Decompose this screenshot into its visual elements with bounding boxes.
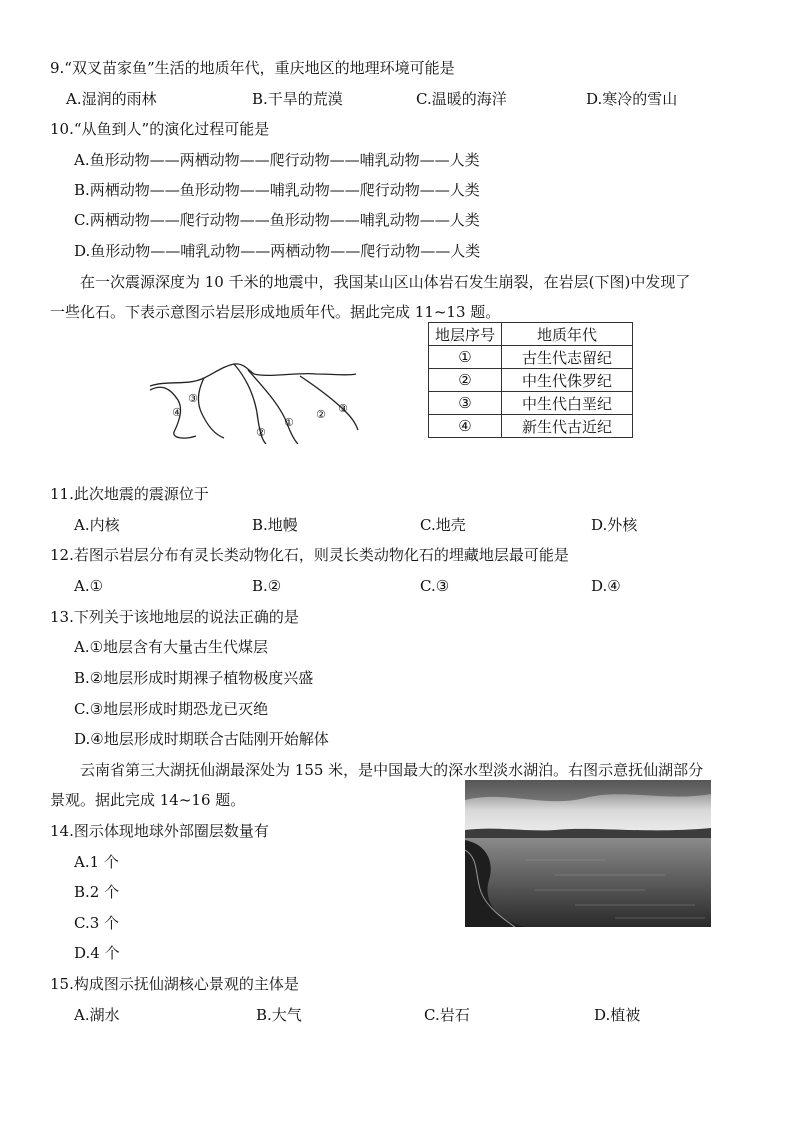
header-geologic-era: 地质年代 (502, 323, 633, 346)
q11-option-d: D.外核 (591, 516, 638, 534)
strata-era-table (428, 322, 633, 438)
figure-label-4: ④ (172, 406, 182, 419)
figure-label-1: ① (284, 416, 294, 429)
intro1-line2: 一些化石。下表示意图示岩层形成地质年代。据此完成 11~13 题。 (50, 303, 501, 321)
intro2-line1: 云南省第三大湖抚仙湖最深处为 155 米，是中国最大的深水型淡水湖泊。右图示意抚仙湖部分 (80, 761, 704, 779)
figure-label-2b: ② (316, 408, 326, 421)
q14-option-c: C.3 个 (74, 914, 120, 932)
q13-option-b: B.②地层形成时期裸子植物极度兴盛 (74, 669, 314, 687)
q13-option-d: D.④地层形成时期联合古陆刚开始解体 (74, 730, 329, 748)
table-row (429, 392, 633, 415)
q11-stem: 11.此次地震的震源位于 (50, 485, 209, 503)
stratum-era: 古生代志留纪 (502, 346, 633, 369)
q10-option-c: C.两栖动物——爬行动物——鱼形动物——哺乳动物——人类 (74, 211, 480, 229)
q15-option-a: A.湖水 (74, 1006, 120, 1024)
fuxian-lake-photo (465, 780, 711, 927)
q9-option-d: D.寒冷的雪山 (586, 90, 678, 108)
q10-stem: 10.“从鱼到人”的演化过程可能是 (50, 120, 270, 138)
q12-option-b: B.② (252, 577, 282, 595)
q9-option-a: A.湿润的雨林 (66, 90, 157, 108)
q11-option-c: C.地壳 (420, 516, 466, 534)
q9-option-b: B.干旱的荒漠 (252, 90, 343, 108)
q9-option-c: C.温暖的海洋 (416, 90, 507, 108)
q15-option-b: B.大气 (256, 1006, 302, 1024)
table-header-row (429, 323, 633, 346)
table-row (429, 369, 633, 392)
q9-stem: 9.“双叉苗家鱼”生活的地质年代，重庆地区的地理环境可能是 (50, 59, 455, 77)
q13-option-c: C.③地层形成时期恐龙已灭绝 (74, 700, 269, 718)
q13-option-a: A.①地层含有大量古生代煤层 (74, 638, 269, 656)
q10-option-a: A.鱼形动物——两栖动物——爬行动物——哺乳动物——人类 (74, 151, 480, 169)
stratum-seq: ④ (429, 415, 502, 438)
q15-option-d: D.植被 (594, 1006, 641, 1024)
q12-option-d: D.④ (591, 577, 621, 595)
q12-option-a: A.① (74, 577, 104, 595)
q14-stem: 14.图示体现地球外部圈层数量有 (50, 822, 269, 840)
q11-option-b: B.地幔 (252, 516, 298, 534)
q12-option-c: C.③ (420, 577, 450, 595)
strata-cross-section-figure (148, 360, 360, 444)
stratum-seq: ③ (429, 392, 502, 415)
q14-option-a: A.1 个 (74, 853, 119, 871)
header-stratum-seq: 地层序号 (429, 323, 502, 346)
intro2-line2: 景观。据此完成 14~16 题。 (50, 791, 246, 809)
q10-option-d: D.鱼形动物——哺乳动物——两栖动物——爬行动物——人类 (74, 242, 481, 260)
q10-option-b: B.两栖动物——鱼形动物——哺乳动物——爬行动物——人类 (74, 181, 480, 199)
table-row (429, 346, 633, 369)
stratum-seq: ② (429, 369, 502, 392)
intro1-line1: 在一次震源深度为 10 千米的地震中，我国某山区山体岩石发生崩裂，在岩层(下图)中发现了 (80, 273, 691, 291)
q14-option-b: B.2 个 (74, 883, 120, 901)
stratum-era: 中生代白垩纪 (502, 392, 633, 415)
q11-option-a: A.内核 (74, 516, 120, 534)
figure-label-3a: ③ (188, 392, 198, 405)
q13-stem: 13.下列关于该地地层的说法正确的是 (50, 608, 299, 626)
stratum-era: 中生代侏罗纪 (502, 369, 633, 392)
figure-label-2a: ② (256, 426, 266, 439)
q15-option-c: C.岩石 (424, 1006, 470, 1024)
stratum-seq: ① (429, 346, 502, 369)
figure-label-3b: ③ (338, 402, 348, 415)
q12-stem: 12.若图示岩层分布有灵长类动物化石，则灵长类动物化石的埋藏地层最可能是 (50, 546, 569, 564)
q14-option-d: D.4 个 (74, 944, 120, 962)
q15-stem: 15.构成图示抚仙湖核心景观的主体是 (50, 975, 299, 993)
table-row (429, 415, 633, 438)
stratum-era: 新生代古近纪 (502, 415, 633, 438)
